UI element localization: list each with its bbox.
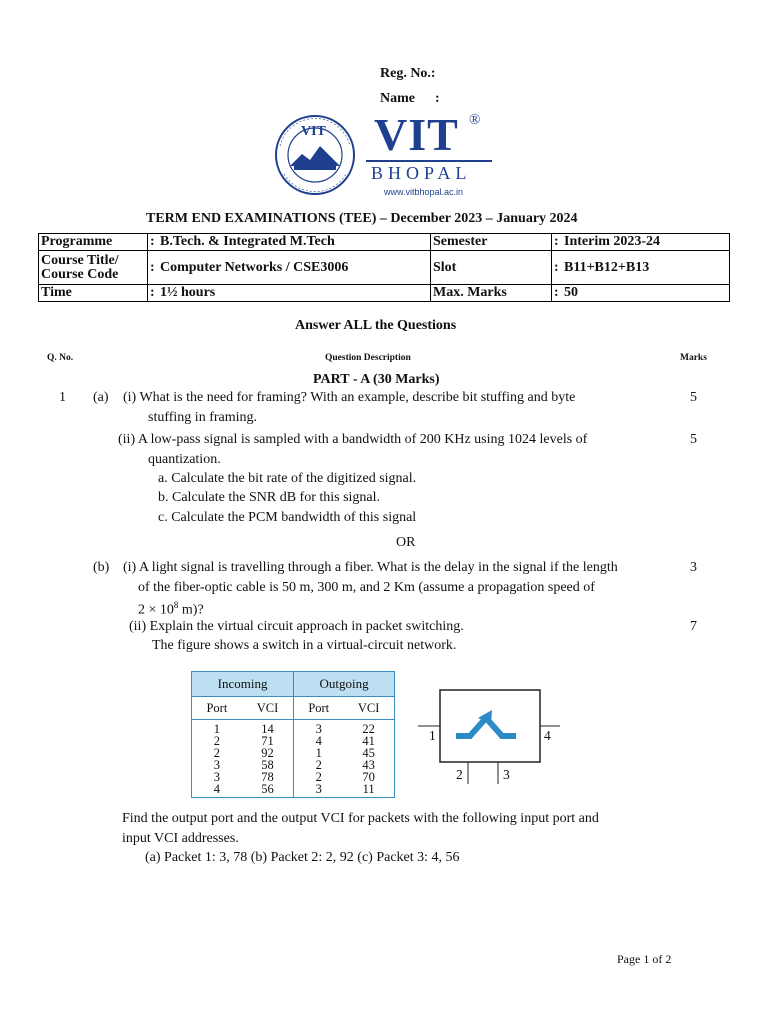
website-url: www.vitbhopal.ac.in xyxy=(384,187,464,197)
subheader: VCI xyxy=(343,697,394,720)
port-label: 2 xyxy=(456,767,463,782)
qno-header: Q. No. xyxy=(47,353,74,363)
table-row: 4 56 3 11 xyxy=(213,782,375,796)
emblem-text: VIT xyxy=(301,124,326,139)
logo-divider xyxy=(366,160,492,162)
question-text: $2 \times 10^8$ m)? xyxy=(138,600,204,618)
info-value: B.Tech. & Integrated M.Tech xyxy=(158,234,431,251)
course-info-table xyxy=(38,233,730,302)
question-text: b. Calculate the SNR dB for this signal. xyxy=(158,490,381,505)
question-text: (ii) A low-pass signal is sampled with a bandwidth of 200 KHz using 1024 levels of xyxy=(118,432,588,447)
switch-diagram xyxy=(418,688,560,788)
port-label: 1 xyxy=(429,728,436,743)
info-value: Interim 2023-24 xyxy=(562,234,730,251)
question-text: (i) A light signal is travelling through a fiber. What is the delay in the signal if the length xyxy=(123,560,618,575)
info-row: Time : 1½ hours Max. Marks : 50 xyxy=(39,285,730,302)
info-value: Computer Networks / CSE3006 xyxy=(158,251,431,285)
question-text: stuffing in framing. xyxy=(148,410,258,425)
info-label: Time xyxy=(39,285,148,302)
question-text: c. Calculate the PCM bandwidth of this signal xyxy=(158,510,417,525)
name-label: Name xyxy=(380,91,415,106)
info-label: Slot xyxy=(431,251,552,285)
marks-value: 7 xyxy=(690,619,697,634)
subheader: VCI xyxy=(242,697,294,720)
port-label: 4 xyxy=(544,728,551,743)
subquestion-a-label: (a) xyxy=(93,390,109,405)
marks-header: Marks xyxy=(680,353,707,363)
question-text: (i) What is the need for framing? With an example, describe bit stuffing and byte xyxy=(123,390,576,405)
marks-value: 5 xyxy=(690,390,697,405)
port-label: 3 xyxy=(503,767,510,782)
question-text: (ii) Explain the virtual circuit approach in packet switching. xyxy=(129,619,464,634)
incoming-header: Incoming xyxy=(192,672,294,697)
campus-text: BHOPAL xyxy=(371,163,472,183)
subquestion-b-label: (b) xyxy=(93,560,110,575)
subheader: Port xyxy=(192,697,242,720)
page-number: Page 1 of 2 xyxy=(617,952,672,966)
question-text: Find the output port and the output VCI for packets with the following input port and xyxy=(122,811,599,826)
question-number: 1 xyxy=(59,390,66,405)
table-row: 3 78 2 70 xyxy=(213,770,375,784)
info-value: B11+B12+B13 xyxy=(562,251,730,285)
question-text: of the fiber-optic cable is 50 m, 300 m, and 2 Km (assume a propagation speed of xyxy=(138,580,595,595)
vci-table xyxy=(191,671,395,798)
question-text: quantization. xyxy=(148,452,221,467)
outgoing-header: Outgoing xyxy=(294,672,395,697)
packet-list: (a) Packet 1: 3, 78 (b) Packet 2: 2, 92 (c) Packet 3: 4, 56 xyxy=(145,850,460,865)
table-row: 1 14 3 22 xyxy=(192,720,395,736)
info-row: Programme : B.Tech. & Integrated M.Tech Semester : Interim 2023-24 xyxy=(39,234,730,251)
marks-value: 3 xyxy=(690,560,697,575)
reg-no-label: Reg. No.: xyxy=(380,66,436,81)
table-row: 3 58 2 43 xyxy=(213,758,375,772)
info-value: 1½ hours xyxy=(158,285,431,302)
vit-brand-text: VIT xyxy=(374,109,459,160)
info-label: Course Title/ Course Code xyxy=(39,251,148,285)
part-title: PART - A (30 Marks) xyxy=(313,372,440,387)
question-text: a. Calculate the bit rate of the digitized signal. xyxy=(158,471,417,486)
info-label: Semester xyxy=(431,234,552,251)
marks-value: 5 xyxy=(690,432,697,447)
question-text: The figure shows a switch in a virtual-circuit network. xyxy=(152,638,457,653)
description-header: Question Description xyxy=(325,353,411,363)
info-value: 50 xyxy=(562,285,730,302)
question-text: input VCI addresses. xyxy=(122,831,239,846)
or-separator: OR xyxy=(396,535,416,550)
name-colon: : xyxy=(435,91,440,106)
table-row: 2 71 4 41 xyxy=(213,734,375,748)
registered-mark: ® xyxy=(469,112,481,128)
info-label: Programme xyxy=(39,234,148,251)
exam-title: TERM END EXAMINATIONS (TEE) – December 2023 – January 2024 xyxy=(146,211,578,226)
info-label: Max. Marks xyxy=(431,285,552,302)
instruction-text: Answer ALL the Questions xyxy=(295,318,457,333)
subheader: Port xyxy=(294,697,344,720)
info-row: Course Title/ Course Code : Computer Networks / CSE3006 Slot : B11+B12+B13 xyxy=(39,251,730,285)
table-row: 2 92 1 45 xyxy=(213,746,375,760)
